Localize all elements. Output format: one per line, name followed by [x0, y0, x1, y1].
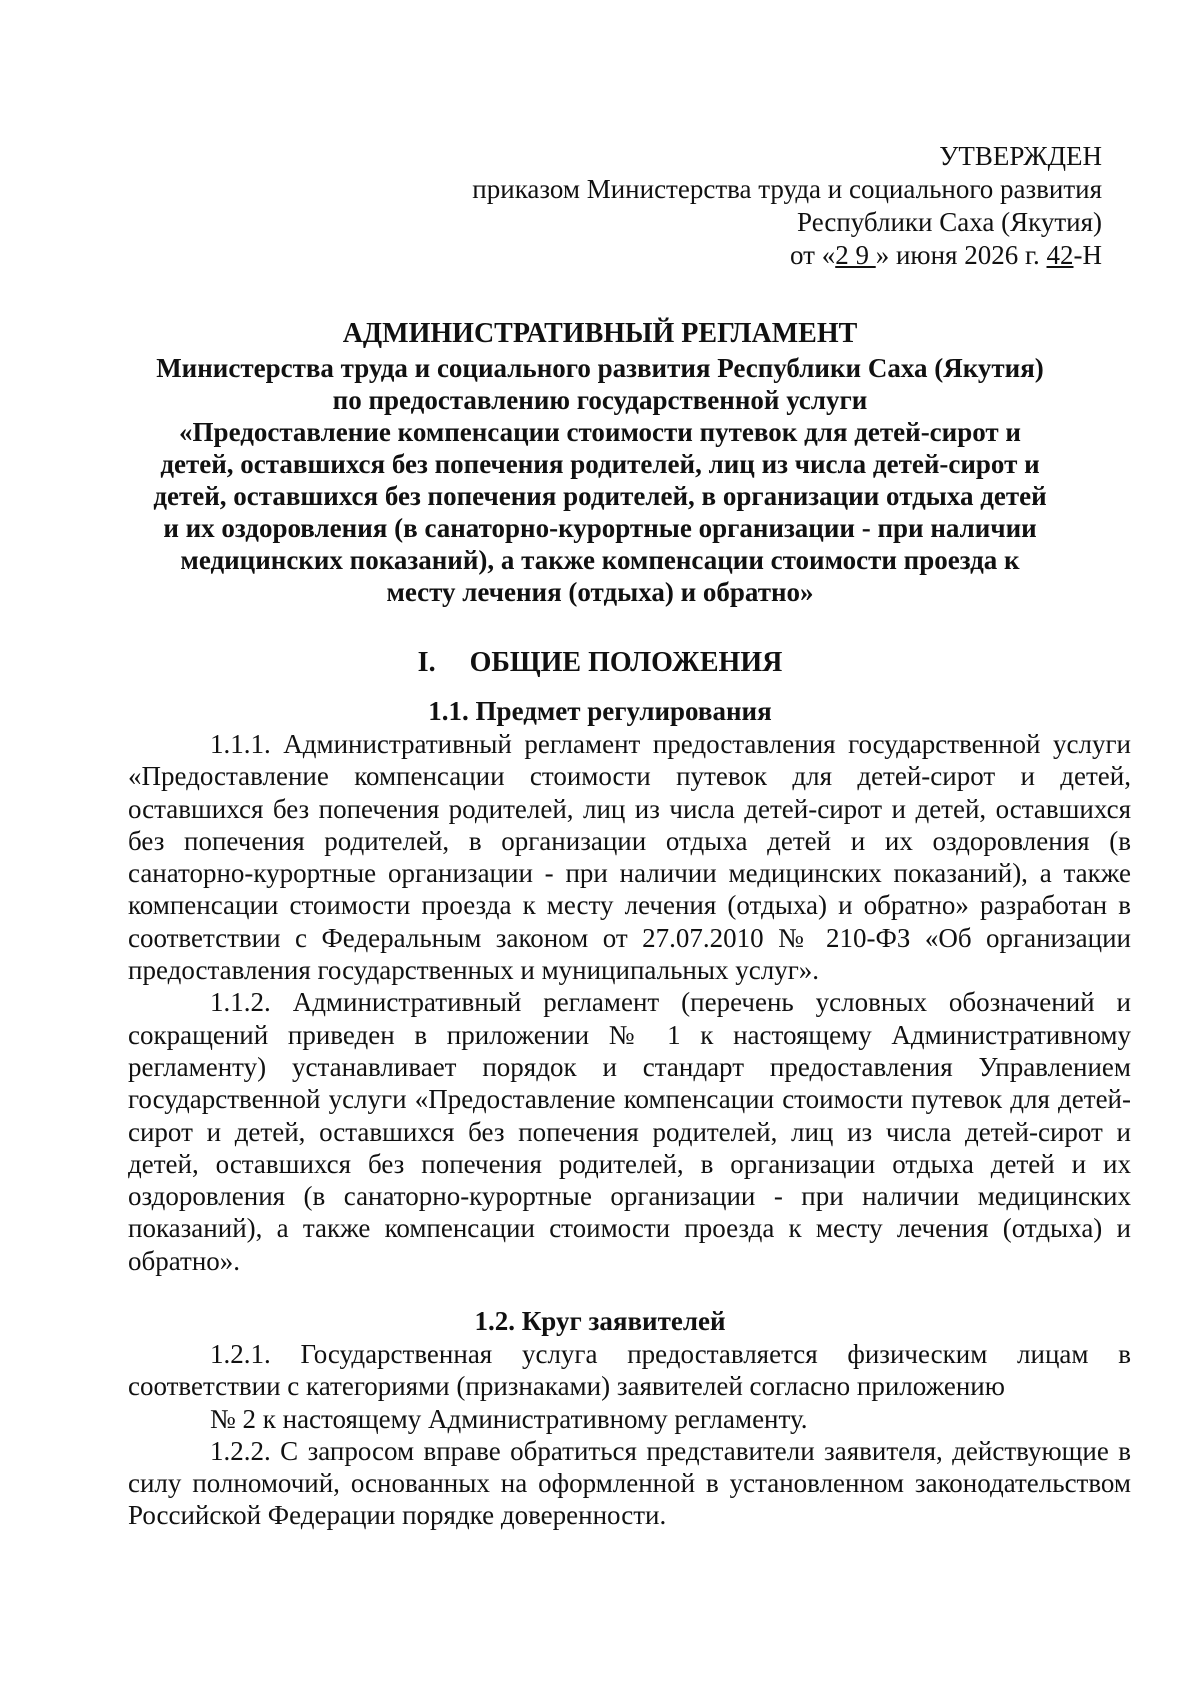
section-number: I.: [417, 647, 436, 678]
approval-order-line: приказом Министерства труда и социального развития: [472, 174, 1102, 204]
paragraph-1-1-2: 1.1.2. Административный регламент (перечень условных обозначений и сокращений приведен в приложении № 1 к настоящему Административному регламенту) устанавливает порядок и стандарт предоставления Управлением государственной услуги «Предоставление компенсации стоимости путевок для детей-сирот и детей, оставшихся без попечения родителей, лиц из числа детей-сирот и детей, оставшихся без попечения родителей, в организации отдыха детей и их оздоровления (в санаторно-курортные организации - при наличии медицинских показаний), а также компенсации стоимости проезда к месту лечения (отдыха) и обратно».: [128, 987, 1131, 1276]
document-title: [120, 318, 1080, 608]
subsection-heading-applicants: 1.2. Круг заявителей: [474, 1306, 726, 1336]
approval-stamp: [472, 140, 1102, 272]
section-title: ОБЩИЕ ПОЛОЖЕНИЯ: [469, 647, 783, 678]
paragraph-1-2-1: 1.2.1. Государственная услуга предоставляется физическим лицам в соответствии с категориями (признаками) заявителей согласно приложению: [128, 1339, 1131, 1402]
approval-day: 2 9: [835, 240, 876, 270]
paragraph-1-1-1: 1.1.1. Административный регламент предоставления государственной услуги «Предоставление компенсации стоимости путевок для детей-сирот и детей, оставшихся без попечения родителей, лиц из числа детей-сирот и детей, оставшихся без попечения родителей, в организации отдыха детей и их оздоровления (в санаторно-курортные организации - при наличии медицинских показаний), а также компенсации стоимости проезда к месту лечения (отдыха) и обратно» разработан в соответствии с Федеральным законом от 27.07.2010 № 210-ФЗ «Об организации предоставления государственных и муниципальных услуг».: [128, 729, 1131, 986]
paragraph-1-2-1-continued: № 2 к настоящему Административному регламенту.: [210, 1403, 808, 1434]
subsection-body-subject: [128, 728, 1131, 1277]
title-line: и их оздоровления (в санаторно-курортные организации - при наличии: [163, 513, 1037, 543]
title-line: «Предоставление компенсации стоимости путевок для детей-сирот и: [179, 417, 1021, 447]
title-line: детей, оставшихся без попечения родителей, в организации отдыха детей: [153, 481, 1047, 511]
approval-title: УТВЕРЖДЕН: [939, 141, 1102, 171]
paragraph-1-2-2: 1.2.2. С запросом вправе обратиться представители заявителя, действующие в силу полномочий, основанных на оформленной в установленном законодательством Российской Федерации порядке доверенности.: [128, 1435, 1131, 1531]
title-line: по предоставлению государственной услуги: [332, 385, 868, 415]
title-line: медицинских показаний), а также компенсации стоимости проезда к: [180, 545, 1020, 575]
approval-date-line: от «2 9 » июня 2026 г. 42-Н: [790, 240, 1102, 270]
title-line: детей, оставшихся без попечения родителей, лиц из числа детей-сирот и: [160, 449, 1040, 479]
subsection-heading-subject: 1.1. Предмет регулирования: [428, 696, 772, 726]
approval-republic-line: Республики Саха (Якутия): [797, 207, 1102, 237]
subsection-body-applicants: [128, 1338, 1131, 1532]
section-heading-general: [120, 646, 1080, 680]
approval-order-number: 42: [1046, 240, 1074, 270]
main-title: АДМИНИСТРАТИВНЫЙ РЕГЛАМЕНТ: [342, 318, 858, 349]
title-line: Министерства труда и социального развития Республики Саха (Якутия): [156, 353, 1044, 383]
title-line: месту лечения (отдыха) и обратно»: [386, 577, 814, 607]
